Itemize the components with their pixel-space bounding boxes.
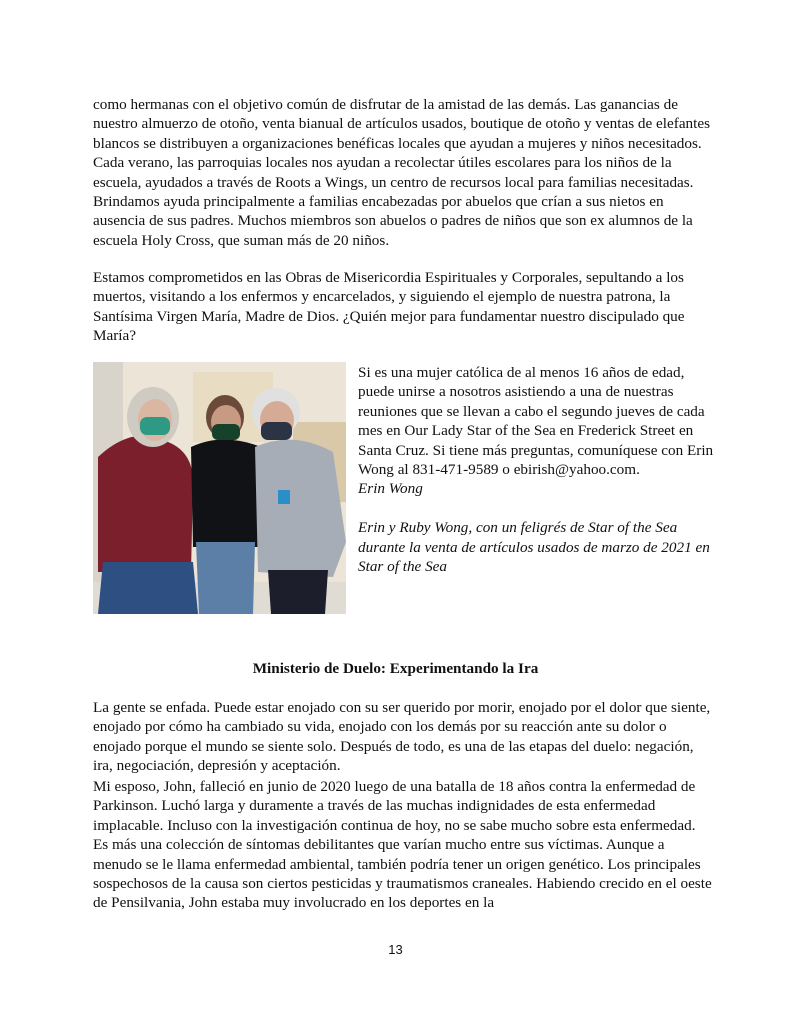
body-paragraph: Estamos comprometidos en las Obras de Misericordia Espirituales y Corporales, sepultando a los muertos, visitando a los enfermos y encarcelados, y siguiendo el ejemplo de nuestra patrona, la Santísima Virgen María, Madre de Dios. ¿Quién mejor para fundamentar nuestro discipulado que María? [93,269,685,345]
photo-illustration [93,362,346,614]
body-paragraph: como hermanas con el objetivo común de disfrutar de la amistad de las demás. Las ganancias de nuestro almuerzo de otoño, venta bianual de artículos usados, boutique de otoño y ventas de elefantes blancos se distribuyen a organizaciones benéficas locales que ayudan a mujeres y niños necesitados. Cada verano, las parroquias locales nos ayudan a recolectar útiles escolares para los niños de la escuela, ayudados a través de Roots a Wings, un centro de recursos local para familias necesitadas. Brindamos ayuda principalmente a familias encabezadas por abuelos que crían a sus nietos en ausencia de sus padres. Muchos miembros son abuelos o padres de niños que son ex alumnos de la escuela Holy Cross, que suman más de 20 niños. [93,96,711,249]
page-number: 13 [388,942,403,957]
photo-caption: Erin y Ruby Wong, con un feligrés de Star of the Sea durante la venta de artículos usados de marzo de 2021 en Star of the Sea [358,519,710,576]
author-signature: Erin Wong [358,480,423,498]
section-heading: Ministerio de Duelo: Experimentando la Ira [252,660,539,677]
body-paragraph: Mi esposo, John, falleció en junio de 2020 luego de una batalla de 18 años contra la enfermedad de Parkinson. Luchó larga y duramente a través de las muchas indignidades de esta enfermedad implacable. Incluso con la investigación continua de hoy, no se sabe mucho sobre esta enfermedad. Es más una colección de síntomas debilitantes que varían mucho entre sus víctimas. Aunque a menudo se le llama enfermedad ambiental, también podría tener un origen genético. Los principales sospechosos de la causa son ciertos pesticidas y traumatismos craneales. Habiendo crecido en el oeste de Pensilvania, John estaba muy involucrado en los deportes en la [93,778,712,912]
membership-info: Si es una mujer católica de al menos 16 años de edad, puede unirse a nosotros asistiendo a una de nuestras reuniones que se llevan a cabo el segundo jueves de cada mes en Our Lady Star of the Sea en Frederick Street en Santa Cruz. Si tiene más preguntas, comuníquese con Erin Wong al 831-471-9589 o ebirish@yahoo.com. [358,364,714,479]
group-photo [93,362,346,614]
membership-sidebar [358,363,718,576]
body-paragraph: La gente se enfada. Puede estar enojado con su ser querido por morir, enojado por el dolor que siente, enojado por cómo ha cambiado su vida, enojado con los demás por su reacción ante su dolor o enojado porque el mundo se siente solo. Después de todo, es una de las etapas del duelo: negación, ira, negociación, depresión y aceptación. [93,699,711,775]
